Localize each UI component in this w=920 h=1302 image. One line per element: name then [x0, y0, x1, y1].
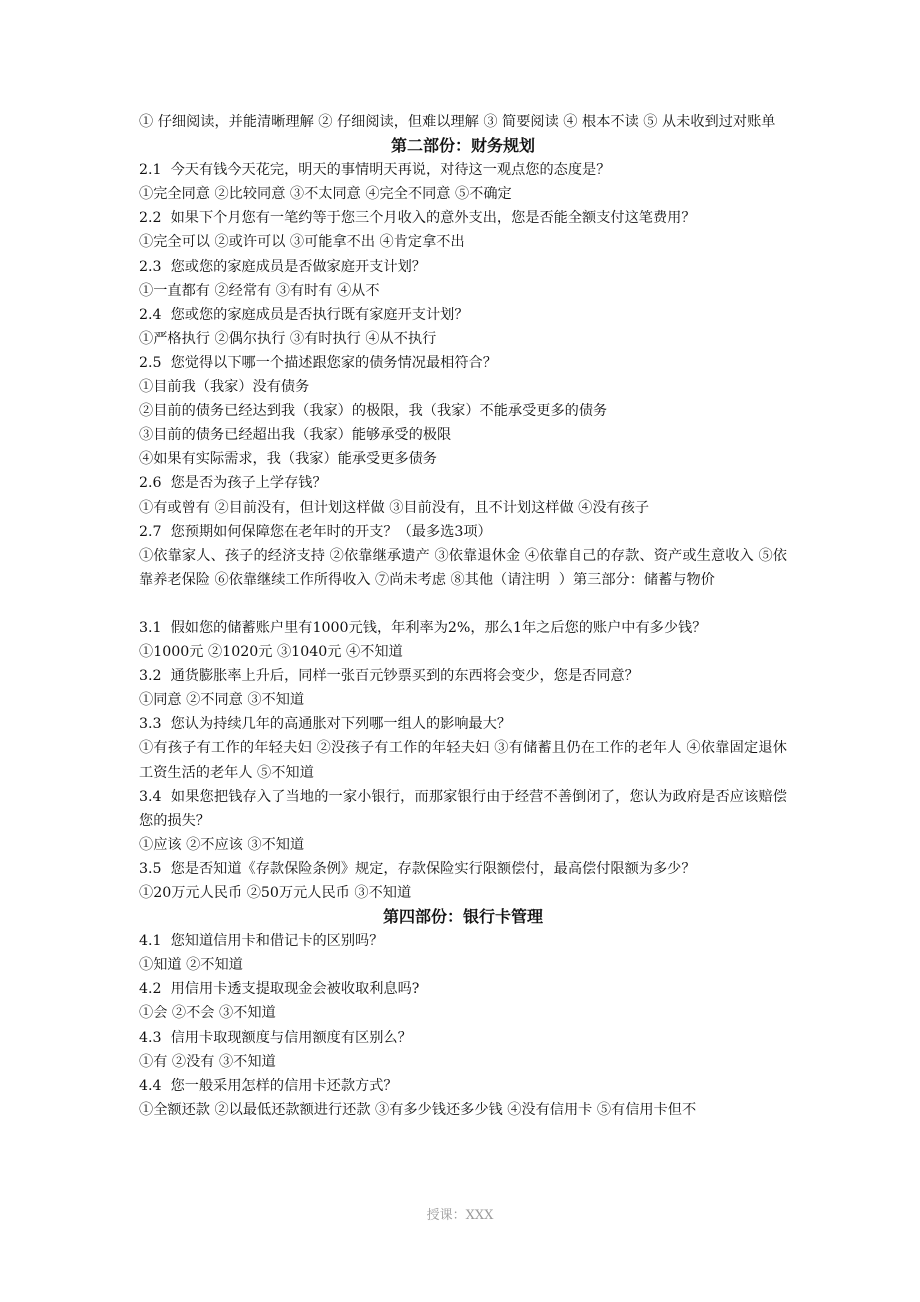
options-3-4: ①应该 ②不应该 ③不知道 — [139, 836, 305, 853]
options-3-1: ①1000元 ②1020元 ③1040元 ④不知道 — [139, 644, 403, 661]
question-4-1: 4.1 您知道信用卡和借记卡的区别吗？ — [139, 933, 384, 950]
question-2-4: 2.4 您或您的家庭成员是否执行既有家庭开支计划？ — [139, 306, 469, 323]
options-2-1: ①完全同意 ②比较同意 ③不太同意 ④完全不同意 ⑤不确定 — [139, 186, 512, 203]
options-2-2: ①完全可以 ②或许可以 ③可能拿不出 ④肯定拿不出 — [139, 234, 465, 251]
option-2-5-2: ②目前的债务已经达到我（我家）的极限，我（我家）不能承受更多的债务 — [139, 403, 608, 420]
question-2-7: 2.7 您预期如何保障您在老年时的开支？（最多选3项） — [139, 523, 492, 540]
question-2-5: 2.5 您觉得以下哪一个描述跟您家的债务情况最相符合？ — [139, 354, 497, 371]
options-3-3: ①有孩子有工作的年轻夫妇 ②没孩子有工作的年轻夫妇 ③有储蓄且仍在工作的老年人 ④依靠固定退休工资生活的老年人 ⑤不知道 — [139, 740, 787, 781]
question-4-4: 4.4 您一般采用怎样的信用卡还款方式？ — [139, 1077, 398, 1094]
section-title-part2: 第二部份：财务规划 — [390, 136, 535, 156]
question-3-3: 3.3 您认为持续几年的高通胀对下列哪一组人的影响最大？ — [139, 716, 512, 733]
options-2-3: ①一直都有 ②经常有 ③有时有 ④从不 — [139, 282, 380, 299]
question-3-5: 3.5 您是否知道《存款保险条例》规定，存款保险实行限额偿付，最高偿付限额为多少？ — [139, 860, 696, 877]
question-4-2: 4.2 用信用卡透支提取现金会被收取利息吗? — [139, 981, 420, 998]
option-2-5-1: ①目前我（我家）没有债务 — [139, 379, 310, 396]
options-4-4: ①全额还款 ②以最低还款额进行还款 ③有多少钱还多少钱 ④没有信用卡 ⑤有信用卡但不 — [139, 1101, 697, 1118]
question-4-3: 4.3 信用卡取现额度与信用额度有区别么？ — [139, 1029, 412, 1046]
section-title-part4: 第四部份：银行卡管理 — [382, 907, 543, 927]
options-2-6: ①有或曾有 ②目前没有，但计划这样做 ③目前没有，且不计划这样做 ④没有孩子 — [139, 499, 650, 516]
blank-line — [139, 592, 787, 616]
option-2-5-3: ③目前的债务已经超出我（我家）能够承受的极限 — [139, 427, 452, 444]
question-2-1: 2.1 今天有钱今天花完，明天的事情明天再说，对待这一观点您的态度是？ — [139, 162, 611, 179]
options-4-2: ①会 ②不会 ③不知道 — [139, 1005, 276, 1022]
question-3-2: 3.2 通货膨胀率上升后，同样一张百元钞票买到的东西将会变少，您是否同意？ — [139, 668, 639, 685]
question-2-2: 2.2 如果下个月您有一笔约等于您三个月收入的意外支出，您是否能全额支付这笔费用？ — [139, 210, 696, 227]
question-3-4: 3.4 如果您把钱存入了当地的一家小银行，而那家银行由于经营不善倒闭了，您认为政府是否应该赔偿您的损失？ — [139, 788, 787, 829]
page-footer: 授课：XXX — [426, 1208, 494, 1223]
option-2-5-4: ④如果有实际需求，我（我家）能承受更多债务 — [139, 451, 437, 468]
options-3-5: ①20万元人民币 ②50万元人民币 ③不知道 — [139, 885, 412, 901]
question-2-6: 2.6 您是否为孩子上学存钱？ — [139, 475, 327, 492]
options-2-7: ①依靠家人、孩子的经济支持 ②依靠继承遗产 ③依靠退休金 ④依靠自己的存款、资产或生意收入 ⑤依靠养老保险 ⑥依靠继续工作所得收入 ⑦尚未考虑 ⑧其他（请注明 ）第三部分：储蓄与物价 — [139, 547, 787, 588]
options-4-3: ①有 ②没有 ③不知道 — [139, 1053, 276, 1070]
options-4-1: ①知道 ②不知道 — [139, 957, 243, 974]
options-3-2: ①同意 ②不同意 ③不知道 — [139, 692, 305, 709]
question-2-3: 2.3 您或您的家庭成员是否做家庭开支计划？ — [139, 258, 426, 275]
question-3-1: 3.1 假如您的储蓄账户里有1000元钱，年利率为2%，那么1年之后您的账户中有多少钱？ — [139, 619, 707, 636]
document-body — [139, 110, 787, 1122]
intro-options: ① 仔细阅读，并能清晰理解 ② 仔细阅读，但难以理解 ③ 简要阅读 ④ 根本不读 ⑤ 从未收到过对账单 — [139, 114, 776, 130]
options-2-4: ①严格执行 ②偶尔执行 ③有时执行 ④从不执行 — [139, 330, 437, 347]
